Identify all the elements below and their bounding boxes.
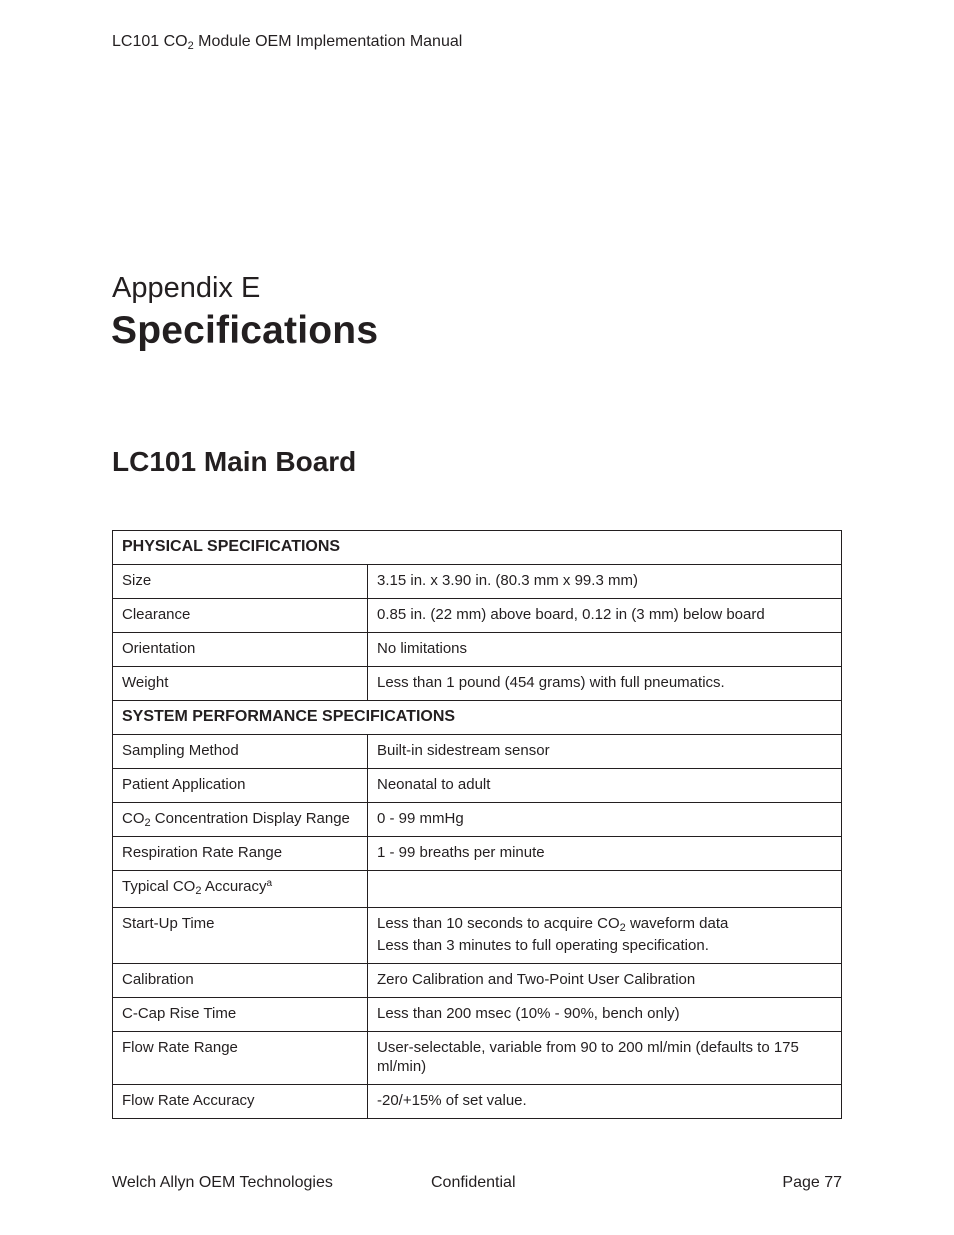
startup-value: Less than 10 seconds to acquire $CO_2$ waveform data Less than 3 minutes to full operating specification. — [368, 908, 842, 964]
table-row — [113, 735, 842, 769]
footer-page-number: Page 77 — [782, 1174, 842, 1191]
table-row — [113, 837, 842, 871]
flow-accuracy-value: -20/+15% of set value. — [368, 1085, 842, 1119]
startup-label: Start-Up Time — [113, 908, 368, 964]
orientation-label: Orientation — [113, 633, 368, 667]
patient-value: Neonatal to adult — [368, 769, 842, 803]
flow-range-label: Flow Rate Range — [113, 1032, 368, 1085]
table-row — [113, 599, 842, 633]
footer-company: Welch Allyn OEM Technologies — [112, 1174, 333, 1191]
flow-range-value: User-selectable, variable from 90 to 200 ml/min (defaults to 175 ml/min) — [368, 1032, 842, 1085]
sampling-label: Sampling Method — [113, 735, 368, 769]
clearance-value: 0.85 in. (22 mm) above board, 0.12 in (3 mm) below board — [368, 599, 842, 633]
startup-value-line2: Less than 3 minutes to full operating specification. — [377, 937, 709, 954]
table-row — [113, 908, 842, 964]
table-row — [113, 803, 842, 837]
flow-accuracy-label: Flow Rate Accuracy — [113, 1085, 368, 1119]
table-row — [113, 998, 842, 1032]
resp-rate-label: Respiration Rate Range — [113, 837, 368, 871]
clearance-label: Clearance — [113, 599, 368, 633]
section-title: LC101 Main Board — [112, 446, 357, 477]
table-row — [113, 633, 842, 667]
patient-label: Patient Application — [113, 769, 368, 803]
table-row — [113, 1032, 842, 1085]
physical-specs-header: PHYSICAL SPECIFICATIONS — [113, 531, 842, 565]
resp-rate-value: 1 - 99 breaths per minute — [368, 837, 842, 871]
orientation-value: No limitations — [368, 633, 842, 667]
sampling-value: Built-in sidestream sensor — [368, 735, 842, 769]
running-header: LC101 $CO_2$ Module OEM Implementation Manual — [112, 33, 463, 52]
table-section-row — [113, 701, 842, 735]
co2-range-label: $CO_2$ Concentration Display Range — [113, 803, 368, 837]
weight-value: Less than 1 pound (454 grams) with full pneumatics. — [368, 667, 842, 701]
table-row — [113, 871, 842, 908]
weight-label: Weight — [113, 667, 368, 701]
system-specs-header: SYSTEM PERFORMANCE SPECIFICATIONS — [113, 701, 842, 735]
page-title: Specifications — [111, 309, 379, 352]
specifications-table — [112, 530, 842, 1119]
table-section-row — [113, 531, 842, 565]
accuracy-value — [368, 871, 842, 908]
table-row — [113, 667, 842, 701]
ccap-label: C-Cap Rise Time — [113, 998, 368, 1032]
table-row — [113, 964, 842, 998]
size-value: 3.15 in. x 3.90 in. (80.3 mm x 99.3 mm) — [368, 565, 842, 599]
size-label: Size — [113, 565, 368, 599]
calibration-value: Zero Calibration and Two-Point User Calibration — [368, 964, 842, 998]
table-row — [113, 769, 842, 803]
footer-confidential: Confidential — [431, 1174, 516, 1191]
table-row — [113, 565, 842, 599]
table-row — [113, 1085, 842, 1119]
appendix-label: Appendix E — [112, 272, 261, 304]
ccap-value: Less than 200 msec (10% - 90%, bench only) — [368, 998, 842, 1032]
accuracy-label: Typical $CO_2$ Accuracy$^a$ — [113, 871, 368, 908]
co2-range-value: 0 - 99 mmHg — [368, 803, 842, 837]
calibration-label: Calibration — [113, 964, 368, 998]
